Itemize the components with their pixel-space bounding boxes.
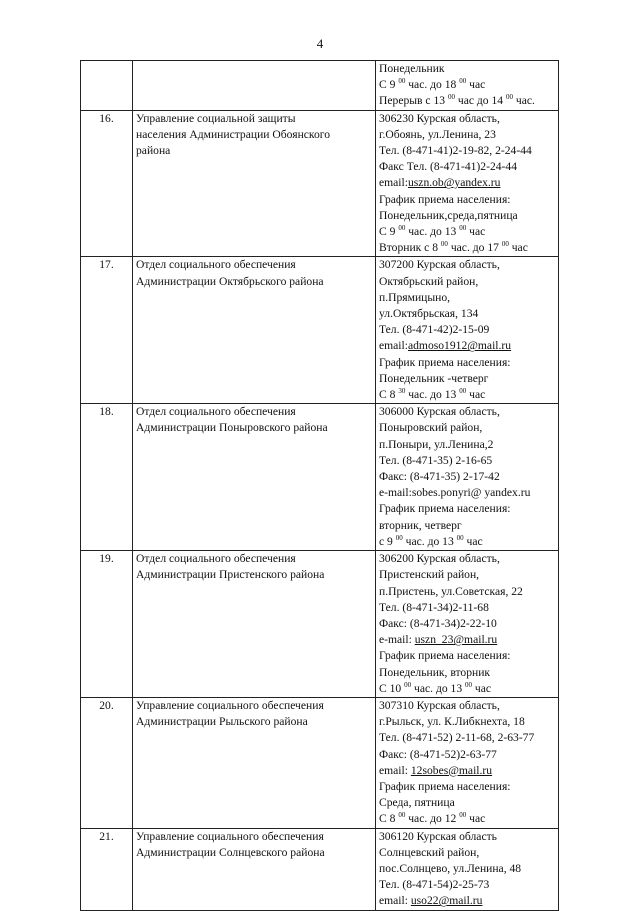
text-fragment: п.Пристень, ул.Советская, 22 xyxy=(379,584,523,598)
table-row xyxy=(81,61,559,111)
text-fragment: Пристенский район, xyxy=(379,568,480,582)
table-row xyxy=(81,551,559,698)
email-link[interactable]: 12sobes@mail.ru xyxy=(410,763,493,777)
text-fragment: С 10 xyxy=(379,681,405,695)
contact-info-line xyxy=(379,371,555,387)
text-fragment: Тел. (8-471-54)2-25-73 xyxy=(379,878,490,892)
time-minutes: 00 xyxy=(459,77,467,86)
row-number: 16. xyxy=(81,110,133,257)
contact-info-line xyxy=(379,453,555,469)
contact-info-line xyxy=(379,584,555,600)
email-link[interactable]: uso22@mail.ru xyxy=(410,894,483,908)
row-number: 18. xyxy=(81,404,133,551)
text-fragment: Факс Тел. (8-471-41)2-24-44 xyxy=(379,160,517,174)
contact-info-line xyxy=(379,616,555,632)
text-fragment: Понедельник, вторник xyxy=(379,665,491,679)
organization-name-line: района xyxy=(136,144,171,158)
text-fragment: Вторник с 8 xyxy=(379,241,441,255)
contact-info-line xyxy=(379,893,555,909)
contact-info-line xyxy=(379,747,555,763)
text-fragment: час xyxy=(508,241,528,255)
table-row xyxy=(81,828,559,910)
organization-name-line: Управление социальной защиты xyxy=(136,111,296,125)
contact-info-line xyxy=(379,127,555,143)
contact-info-line xyxy=(379,795,555,811)
time-minutes: 00 xyxy=(456,533,464,542)
text-fragment: С 8 xyxy=(379,388,399,402)
contact-info-line xyxy=(379,845,555,861)
text-fragment: час xyxy=(472,681,492,695)
text-fragment: С 9 xyxy=(379,225,399,239)
text-fragment: e-mail:sobes.ponyri@ yandex.ru xyxy=(379,486,531,500)
text-fragment: час. до 13 xyxy=(405,388,460,402)
contact-info-line xyxy=(379,730,555,746)
text-fragment: График приема населения: xyxy=(379,502,511,516)
text-fragment: г.Обоянь, ул.Ленина, 23 xyxy=(379,127,496,141)
text-fragment: Понедельник,среда,пятница xyxy=(379,208,518,222)
text-fragment: Тел. (8-471-35) 2-16-65 xyxy=(379,453,493,467)
contact-info-line xyxy=(379,534,555,550)
table-row xyxy=(81,404,559,551)
contact-info xyxy=(376,697,559,828)
time-minutes: 00 xyxy=(398,77,406,86)
text-fragment: час до 14 xyxy=(454,94,506,108)
time-minutes: 00 xyxy=(398,224,406,233)
contact-info-line xyxy=(379,714,555,730)
text-fragment: С 9 xyxy=(379,78,399,92)
organization-name xyxy=(133,828,376,910)
table-row xyxy=(81,697,559,828)
text-fragment: п.Поныри, ул.Ленина,2 xyxy=(379,437,494,451)
text-fragment: Тел. (8-471-52) 2-11-68, 2-63-77 xyxy=(379,731,535,745)
text-fragment: С 8 xyxy=(379,812,399,826)
text-fragment: e-mail: xyxy=(379,633,415,647)
text-fragment: Понедельник -четверг xyxy=(379,371,489,385)
organization-name-line: Администрации Рыльского района xyxy=(136,715,308,729)
organization-name-line: Администрации Поныровского района xyxy=(136,421,328,435)
table-row xyxy=(81,110,559,257)
time-minutes: 00 xyxy=(404,680,412,689)
contact-info-line xyxy=(379,224,555,240)
contact-info-line xyxy=(379,829,555,845)
text-fragment: час xyxy=(466,388,486,402)
page-number: 4 xyxy=(316,36,324,51)
organization-name-line: населения Администрации Обоянского xyxy=(136,127,331,141)
contact-info-line xyxy=(379,175,555,191)
text-fragment: Солнцевский район, xyxy=(379,845,480,859)
text-fragment: Факс: (8-471-34)2-22-10 xyxy=(379,616,497,630)
contact-info-line xyxy=(379,811,555,827)
contact-info xyxy=(376,404,559,551)
contact-info xyxy=(376,828,559,910)
text-fragment: ул.Октябрьская, 134 xyxy=(379,307,479,321)
text-fragment: час. до 12 xyxy=(405,812,460,826)
text-fragment: час xyxy=(466,78,486,92)
text-fragment: Факс: (8-471-52)2-63-77 xyxy=(379,747,497,761)
time-minutes: 00 xyxy=(447,93,455,102)
time-minutes: 00 xyxy=(505,93,513,102)
text-fragment: г.Рыльск, ул. К.Либкнехта, 18 xyxy=(379,715,525,729)
contact-info-line xyxy=(379,861,555,877)
contact-info-line xyxy=(379,551,555,567)
organization-name xyxy=(133,257,376,404)
time-minutes: 30 xyxy=(398,387,406,396)
text-fragment: Среда, пятница xyxy=(379,796,455,810)
contact-info-line xyxy=(379,632,555,648)
contact-info xyxy=(376,551,559,698)
time-minutes: 00 xyxy=(395,533,403,542)
text-fragment: час xyxy=(466,225,486,239)
time-minutes: 00 xyxy=(459,224,467,233)
text-fragment: 306000 Курская область, xyxy=(379,405,500,419)
contact-info-line xyxy=(379,404,555,420)
text-fragment: час. до 17 xyxy=(447,241,502,255)
contact-info-line xyxy=(379,290,555,306)
contact-info-line xyxy=(379,306,555,322)
time-minutes: 00 xyxy=(398,811,406,820)
contact-info xyxy=(376,110,559,257)
contact-info-line xyxy=(379,111,555,127)
text-fragment: час. до 13 xyxy=(405,225,460,239)
contact-info-line xyxy=(379,192,555,208)
contact-info-line xyxy=(379,240,555,256)
text-fragment: График приема населения: xyxy=(379,192,511,206)
contact-info-line xyxy=(379,501,555,517)
text-fragment: час. до 13 xyxy=(402,534,457,548)
contact-info-line xyxy=(379,93,555,109)
text-fragment: email: xyxy=(379,763,411,777)
text-fragment: 306230 Курская область, xyxy=(379,111,500,125)
contact-info-line xyxy=(379,274,555,290)
contact-info xyxy=(376,257,559,404)
text-fragment: 306200 Курская область, xyxy=(379,552,500,566)
contact-info-line xyxy=(379,437,555,453)
text-fragment: email: xyxy=(379,176,408,190)
row-number xyxy=(81,61,133,111)
organization-name-line: Отдел социального обеспечения xyxy=(136,258,296,272)
email-link[interactable]: uszn_23@mail.ru xyxy=(414,633,498,647)
row-number: 19. xyxy=(81,551,133,698)
text-fragment: Поныровский район, xyxy=(379,421,483,435)
contact-info-line xyxy=(379,600,555,616)
contact-info-line xyxy=(379,61,555,77)
text-fragment: час xyxy=(463,534,483,548)
organization-name-line: Управление социального обеспечения xyxy=(136,698,324,712)
contact-info-line xyxy=(379,665,555,681)
time-minutes: 00 xyxy=(465,680,473,689)
contact-info-line xyxy=(379,77,555,93)
contact-info xyxy=(376,61,559,111)
contact-info-line xyxy=(379,518,555,534)
time-minutes: 00 xyxy=(459,811,467,820)
contact-info-line xyxy=(379,648,555,664)
text-fragment: час. xyxy=(512,94,535,108)
contact-info-line xyxy=(379,355,555,371)
row-number: 20. xyxy=(81,697,133,828)
text-fragment: График приема населения: xyxy=(379,779,511,793)
time-minutes: 00 xyxy=(440,240,448,249)
contact-info-line xyxy=(379,143,555,159)
organization-name xyxy=(133,404,376,551)
contact-info-line xyxy=(379,698,555,714)
organization-name-line: Управление социального обеспечения xyxy=(136,829,324,843)
departments-table xyxy=(80,60,559,911)
text-fragment: пос.Солнцево, ул.Ленина, 48 xyxy=(379,861,522,875)
text-fragment: Тел. (8-471-42)2-15-09 xyxy=(379,323,490,337)
text-fragment: График приема населения: xyxy=(379,649,511,663)
organization-name-line: Отдел социального обеспечения xyxy=(136,552,296,566)
text-fragment: час xyxy=(466,812,486,826)
text-fragment: час. до 13 xyxy=(411,681,466,695)
row-number: 17. xyxy=(81,257,133,404)
text-fragment: Тел. (8-471-41)2-19-82, 2-24-44 xyxy=(379,144,532,158)
contact-info-line xyxy=(379,387,555,403)
contact-info-line xyxy=(379,338,555,354)
time-minutes: 00 xyxy=(501,240,509,249)
contact-info-line xyxy=(379,420,555,436)
contact-info-line xyxy=(379,681,555,697)
text-fragment: час. до 18 xyxy=(405,78,460,92)
text-fragment: п.Прямицыно, xyxy=(379,290,451,304)
text-fragment: с 9 xyxy=(379,534,396,548)
text-fragment: График приема населения: xyxy=(379,355,511,369)
contact-info-line xyxy=(379,208,555,224)
email-link[interactable]: uszn.ob@yandex.ru xyxy=(407,176,501,190)
organization-name xyxy=(133,61,376,111)
organization-name-line: Отдел социального обеспечения xyxy=(136,405,296,419)
organization-name xyxy=(133,697,376,828)
text-fragment: 306120 Курская область xyxy=(379,829,497,843)
organization-name xyxy=(133,551,376,698)
row-number: 21. xyxy=(81,828,133,910)
text-fragment: email: xyxy=(379,894,411,908)
organization-name-line: Администрации Октябрьского района xyxy=(136,274,324,288)
text-fragment: Перерыв с 13 xyxy=(379,94,448,108)
text-fragment: вторник, четверг xyxy=(379,518,462,532)
text-fragment: 307310 Курская область, xyxy=(379,698,500,712)
text-fragment: 307200 Курская область, xyxy=(379,258,500,272)
organization-name xyxy=(133,110,376,257)
contact-info-line xyxy=(379,322,555,338)
text-fragment: Октябрьский район, xyxy=(379,274,479,288)
table-row xyxy=(81,257,559,404)
text-fragment: Тел. (8-471-34)2-11-68 xyxy=(379,600,489,614)
time-minutes: 00 xyxy=(459,387,467,396)
contact-info-line xyxy=(379,567,555,583)
organization-name-line: Администрации Солнцевского района xyxy=(136,845,325,859)
contact-info-line xyxy=(379,485,555,501)
contact-info-line xyxy=(379,257,555,273)
contact-info-line xyxy=(379,469,555,485)
text-fragment: Факс: (8-471-35) 2-17-42 xyxy=(379,470,500,484)
contact-info-line xyxy=(379,877,555,893)
text-fragment: email: xyxy=(379,339,408,353)
table-body xyxy=(81,61,559,911)
contact-info-line xyxy=(379,763,555,779)
contact-info-line xyxy=(379,779,555,795)
text-fragment: Понедельник xyxy=(379,62,445,75)
organization-name-line: Администрации Пристенского района xyxy=(136,568,325,582)
contact-info-line xyxy=(379,159,555,175)
email-link[interactable]: admoso1912@mail.ru xyxy=(407,339,512,353)
